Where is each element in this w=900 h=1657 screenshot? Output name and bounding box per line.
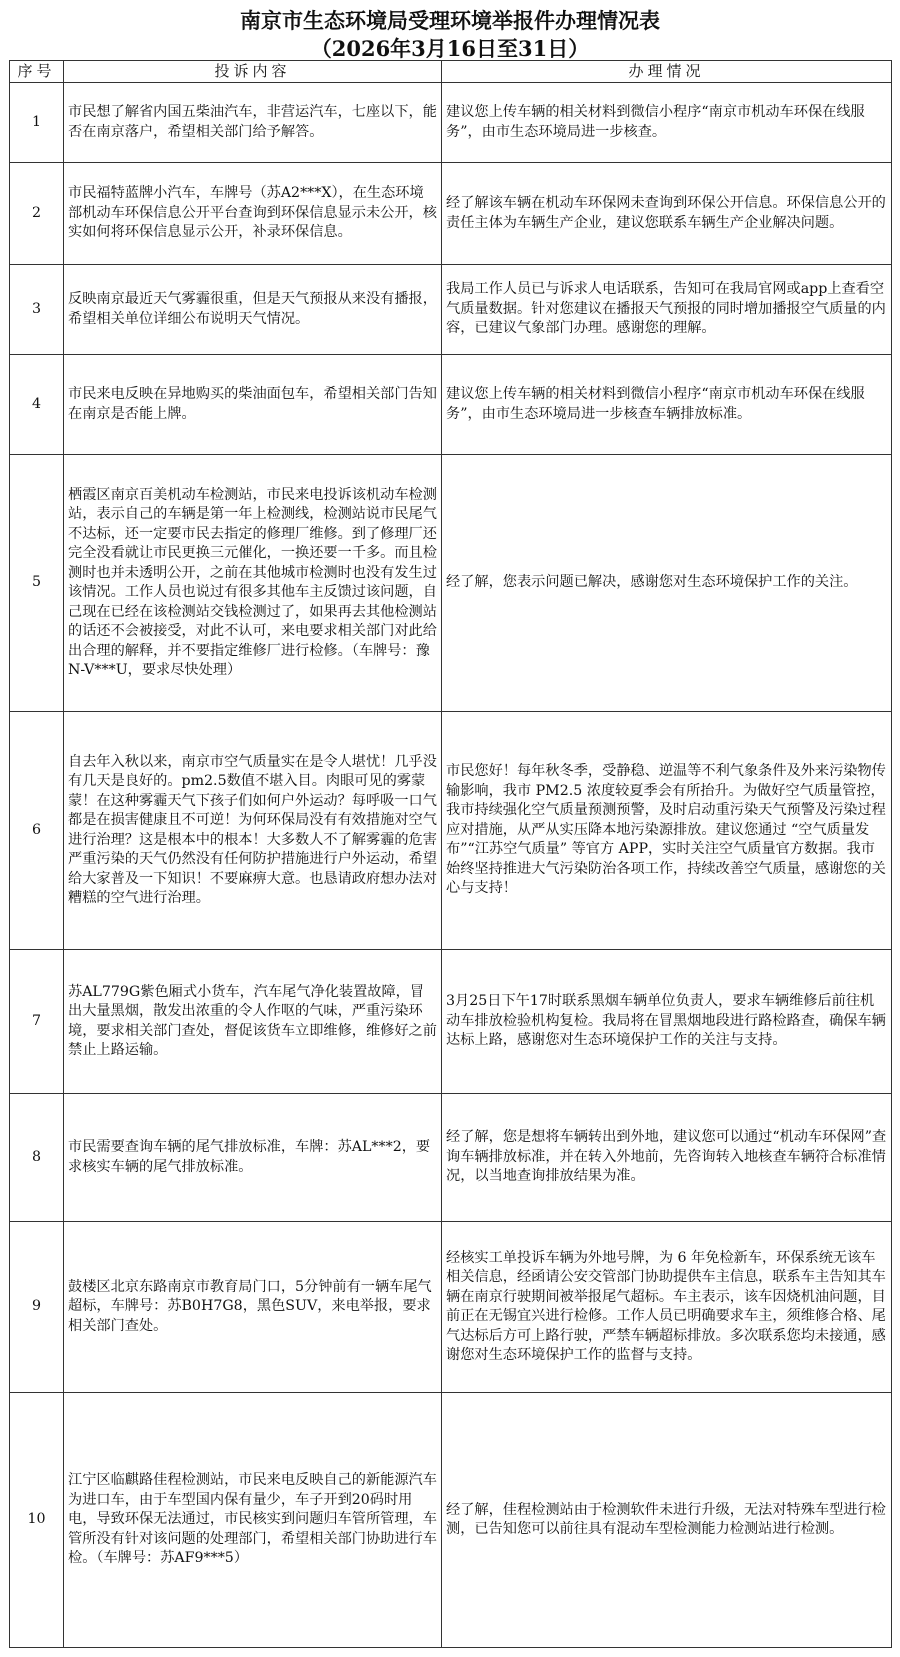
complaint-content: 栖霞区南京百美机动车检测站，市民来电投诉该机动车检测站，表示自己的车辆是第一年上检测线，检测站说市民尾气不达标，还一定要市民去指定的修理厂维修。到了修理厂还完全没看就让市民更换三元催化，一换还要一千多。而且检测时也并未透明公开，之前在其他城市检测时也没有发生过该情况。工作人员也说过有很多其他车主反馈过该问题，自己现在已经在该检测站交钱检测过了，如果再去其他检测站的话还不会被接受，对此不认可，来电要求相关部门对此给出合理的解释，并不要指定维修厂进行检修。（车牌号：豫N-V***U，要求尽快处理） <box>64 455 442 712</box>
header-handling: 办理情况 <box>442 61 892 83</box>
table-row <box>10 1222 892 1393</box>
handling-status: 经了解该车辆在机动车环保网未查询到环保公开信息。环保信息公开的责任主体为车辆生产企业，建议您联系车辆生产企业解决问题。 <box>442 163 892 265</box>
complaint-content: 市民来电反映在异地购买的柴油面包车，希望相关部门告知在南京是否能上牌。 <box>64 355 442 455</box>
table-row <box>10 712 892 950</box>
handling-status: 建议您上传车辆的相关材料到微信小程序“南京市机动车环保在线服务”，由市生态环境局进一步核查。 <box>442 83 892 163</box>
complaint-content: 苏AL779G紫色厢式小货车，汽车尾气净化装置故障，冒出大量黑烟，散发出浓重的令人作呕的气味，严重污染环境，要求相关部门查处，督促该货车立即维修，维修好之前禁止上路运输。 <box>64 950 442 1094</box>
document-title: 南京市生态环境局受理环境举报件办理情况表 <box>240 8 660 33</box>
complaint-content: 市民需要查询车辆的尾气排放标准，车牌：苏AL***2，要求核实车辆的尾气排放标准。 <box>64 1094 442 1222</box>
row-number: 9 <box>10 1222 64 1393</box>
row-number: 7 <box>10 950 64 1094</box>
handling-status: 经核实工单投诉车辆为外地号牌，为 6 年免检新车，环保系统无该车相关信息，经函请公安交管部门协助提供车主信息，联系车主告知其车辆在南京行驶期间被举报尾气超标。车主表示，该车因烧机油问题，目前正在无锡宜兴进行检修。工作人员已明确要求车主，须维修合格、尾气达标后方可上路行驶，严禁车辆超标排放。多次联系您均未接通，感谢您对生态环境保护工作的监督与支持。 <box>442 1222 892 1393</box>
complaints-table <box>9 60 892 1648</box>
row-number: 10 <box>10 1393 64 1648</box>
row-number: 4 <box>10 355 64 455</box>
table-row <box>10 355 892 455</box>
row-number: 3 <box>10 265 64 355</box>
handling-status: 经了解，您表示问题已解决，感谢您对生态环境保护工作的关注。 <box>442 455 892 712</box>
handling-status: 3月25日下午17时联系黑烟车辆单位负责人，要求车辆维修后前往机动车排放检验机构复检。我局将在冒黑烟地段进行路检路查，确保车辆达标上路，感谢您对生态环境保护工作的关注与支持。 <box>442 950 892 1094</box>
complaint-content: 市民想了解省内国五柴油汽车，非营运汽车，七座以下，能否在南京落户，希望相关部门给予解答。 <box>64 83 442 163</box>
handling-status: 经了解，佳程检测站由于检测软件未进行升级，无法对特殊车型进行检测，已告知您可以前往具有混动车型检测能力检测站进行检测。 <box>442 1393 892 1648</box>
table-row <box>10 1094 892 1222</box>
row-number: 5 <box>10 455 64 712</box>
handling-status: 我局工作人员已与诉求人电话联系，告知可在我局官网或app上查看空气质量数据。针对您建议在播报天气预报的同时增加播报空气质量的内容，已建议气象部门办理。感谢您的理解。 <box>442 265 892 355</box>
document-subtitle: （2026年3月16日至31日） <box>310 36 590 61</box>
table-row <box>10 265 892 355</box>
table-row <box>10 83 892 163</box>
table-row <box>10 950 892 1094</box>
complaint-content: 鼓楼区北京东路南京市教育局门口，5分钟前有一辆车尾气超标，车牌号：苏B0H7G8，黑色SUV，来电举报，要求相关部门查处。 <box>64 1222 442 1393</box>
row-number: 8 <box>10 1094 64 1222</box>
complaint-content: 江宁区临麒路佳程检测站，市民来电反映自己的新能源汽车为进口车，由于车型国内保有量少，车子开到20码时用电，导致环保无法通过，市民核实到问题归车管所管理，车管所没有针对该问题的处理部门，希望相关部门协助进行车检。（车牌号：苏AF9***5） <box>64 1393 442 1648</box>
handling-status: 市民您好！每年秋冬季，受静稳、逆温等不利气象条件及外来污染物传输影响，我市 PM2.5 浓度较夏季会有所抬升。为做好空气质量管控，我市持续强化空气质量预测预警，及时启动重污染天气预警及污染过程应对措施，从严从实压降本地污染源排放。建议您通过 “空气质量发布”“江苏空气质量” 等官方 APP，实时关注空气质量官方数据。我市始终坚持推进大气污染防治各项工作，持续改善空气质量，感谢您的关心与支持！ <box>442 712 892 950</box>
row-number: 2 <box>10 163 64 265</box>
complaint-content: 市民福特蓝牌小汽车，车牌号（苏A2***X），在生态环境部机动车环保信息公开平台查询到环保信息显示未公开，核实如何将环保信息显示公开，补录环保信息。 <box>64 163 442 265</box>
complaint-content: 反映南京最近天气雾霾很重，但是天气预报从来没有播报，希望相关单位详细公布说明天气情况。 <box>64 265 442 355</box>
handling-status: 建议您上传车辆的相关材料到微信小程序“南京市机动车环保在线服务”，由市生态环境局进一步核查车辆排放标准。 <box>442 355 892 455</box>
row-number: 1 <box>10 83 64 163</box>
table-row <box>10 1393 892 1648</box>
row-number: 6 <box>10 712 64 950</box>
table-row <box>10 455 892 712</box>
handling-status: 经了解，您是想将车辆转出到外地，建议您可以通过“机动车环保网”查询车辆排放标准，并在转入外地前，先咨询转入地核查车辆符合标准情况，以当地查询排放结果为准。 <box>442 1094 892 1222</box>
table-header-row <box>10 61 892 83</box>
header-number: 序号 <box>10 61 64 83</box>
table-row <box>10 163 892 265</box>
header-complaint: 投诉内容 <box>64 61 442 83</box>
complaint-content: 自去年入秋以来，南京市空气质量实在是令人堪忧！几乎没有几天是良好的。pm2.5数值不堪入目。肉眼可见的雾蒙蒙！在这种雾霾天气下孩子们如何户外运动？每呼吸一口气都是在损害健康且不可逆！为何环保局没有有效措施对空气进行治理？这是根本中的根本！大多数人不了解雾霾的危害严重污染的天气仍然没有任何防护措施进行户外运动，希望给大家普及一下知识！不要麻痹大意。也恳请政府想办法对糟糕的空气进行治理。 <box>64 712 442 950</box>
